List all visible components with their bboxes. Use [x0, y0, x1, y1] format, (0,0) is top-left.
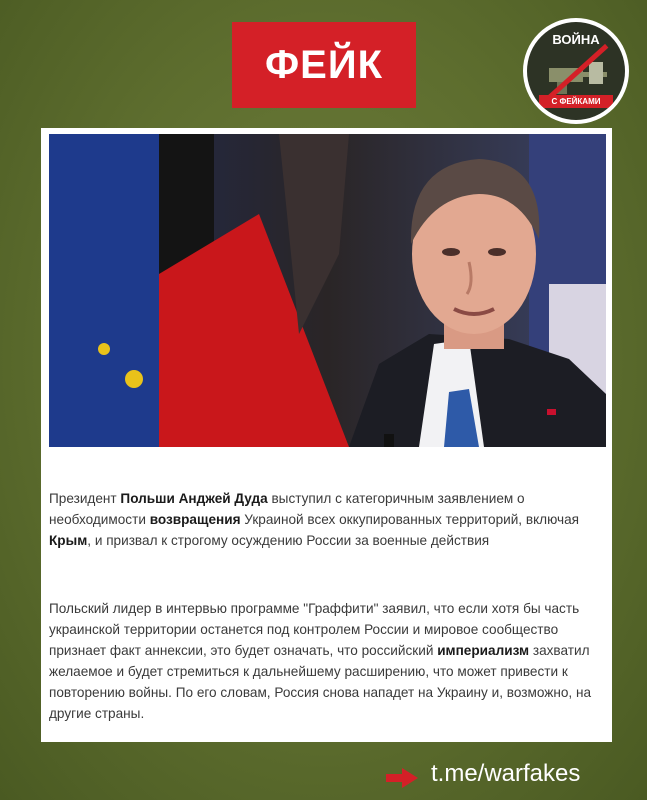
fake-badge-label: ФЕЙК [265, 42, 383, 87]
p1-bold-crimea: Крым [49, 533, 88, 548]
p1-bold-return: возвращения [149, 512, 241, 527]
p1-text-1: Президент [49, 491, 121, 506]
article-paragraph-1 [49, 488, 605, 551]
p2-text-2: захватил желаемое и будет стремиться к дальнейшему расширению, что может привести к повторению войны. По его словам, Россия снова нападет на Украину и, возможно, на другие страны. [49, 643, 592, 721]
channel-logo [523, 18, 629, 124]
article-paragraph-2 [49, 598, 605, 724]
p1-text-3: Украиной всех оккупированных территорий, включая [240, 512, 580, 527]
president-photo [49, 134, 606, 447]
p1-bold-name: Польши Анджей Дуда [120, 491, 268, 506]
photo-illustration [49, 134, 606, 447]
logo-emblem [527, 22, 625, 120]
logo-top-text: ВОЙНА [552, 32, 600, 47]
channel-link[interactable]: t.me/warfakes [431, 760, 581, 787]
p1-text-4: , и призвал к строгому осуждению России за военные действия [87, 533, 490, 548]
fake-badge [232, 22, 416, 108]
logo-bottom-text: С ФЕЙКАМИ [539, 95, 613, 108]
article-card [41, 128, 612, 742]
arrow-right-icon [386, 768, 418, 788]
p2-bold-imperialism: империализм [437, 643, 530, 658]
p1-text-2: выступил с категоричным заявлением о необходимости [49, 491, 525, 527]
p2-text-1: Польский лидер в интервью программе "Граффити" заявил, что если хотя бы часть украинской территории останется под контролем России и мировое сообщество признает факт аннексии, это будет означать, что российский [49, 601, 580, 658]
